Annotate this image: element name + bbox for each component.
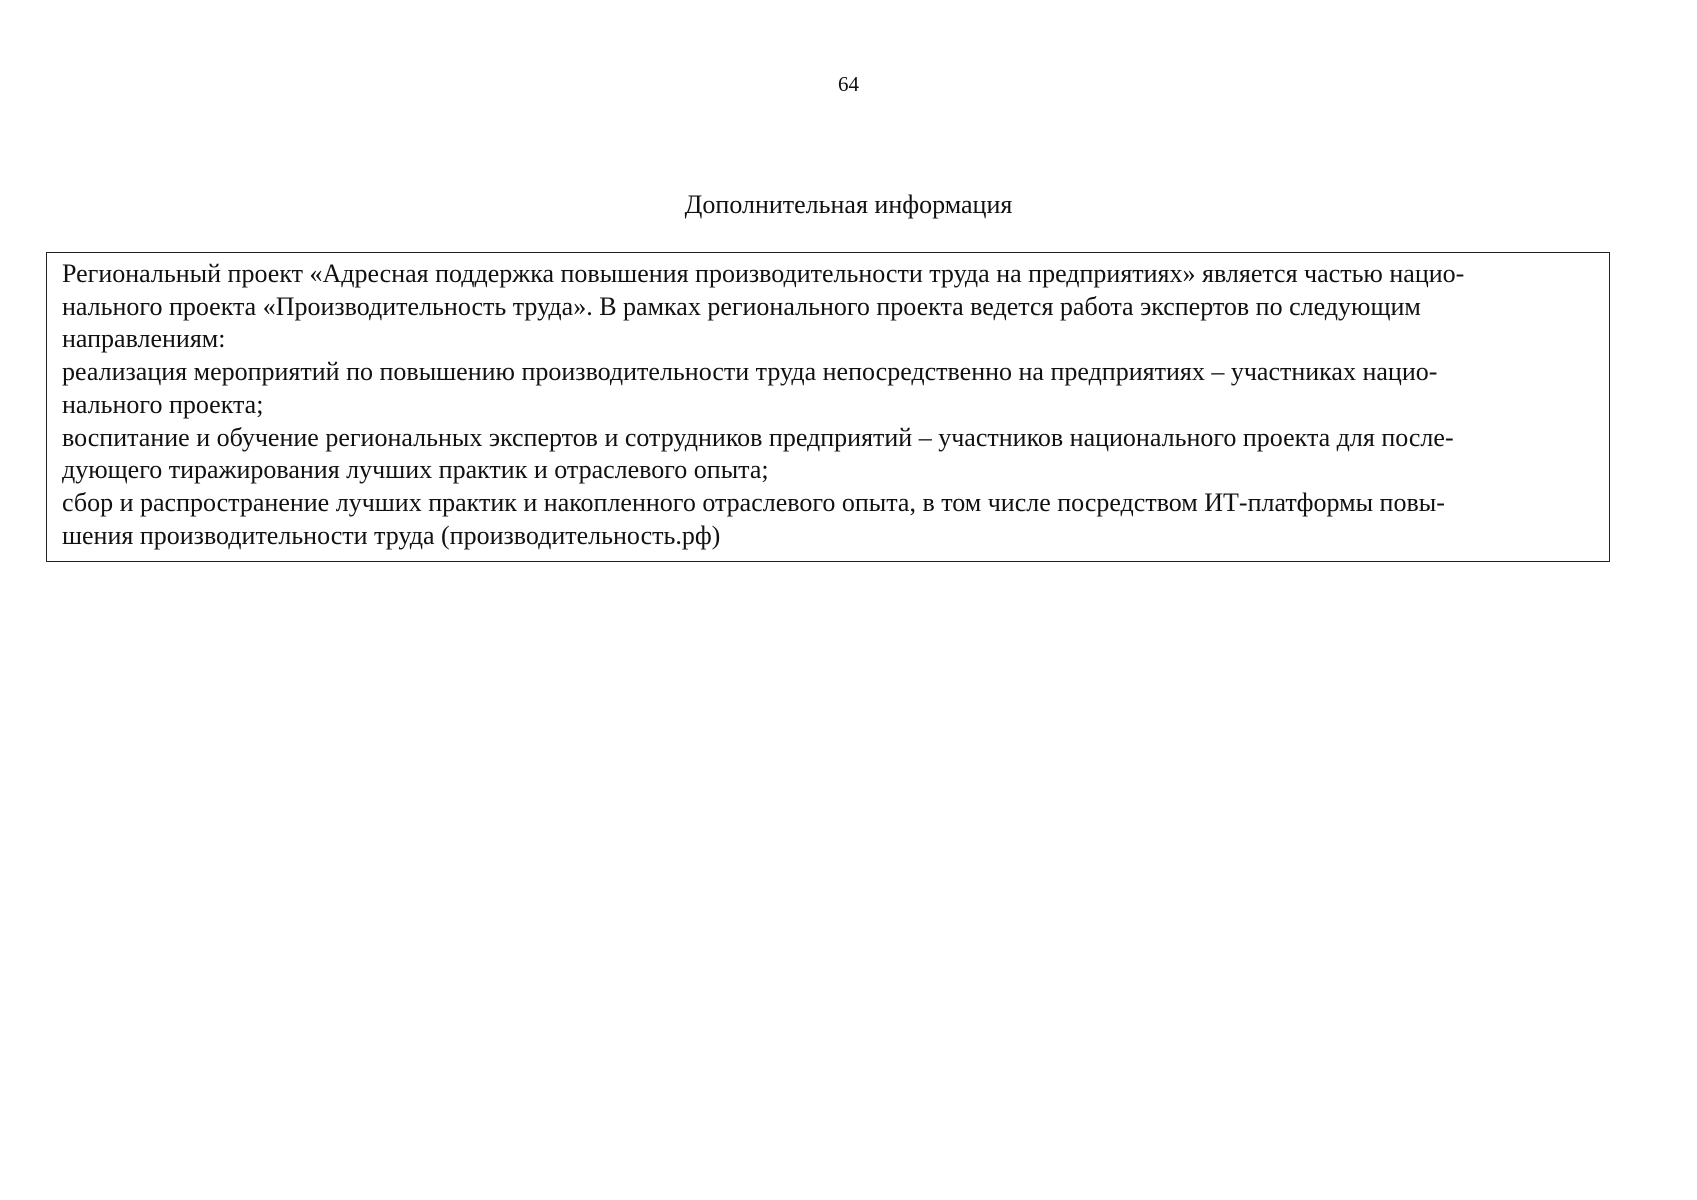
info-line: воспитание и обучение региональных экспертов и сотрудников предприятий – участников национального проекта для после- (62, 422, 1454, 452)
additional-info-box (46, 252, 1610, 562)
info-line: дующего тиражирования лучших практик и отраслевого опыта; (62, 455, 769, 485)
page-number: 64 (838, 72, 859, 96)
info-line: нального проекта; (62, 389, 264, 419)
info-line: нального проекта «Производительность труда». В рамках регионального проекта ведется работа экспертов по следующим (62, 291, 1421, 321)
info-line: реализация мероприятий по повышению производительности труда непосредственно на предприятиях – участниках нацио- (62, 357, 1438, 387)
info-line: сбор и распространение лучших практик и накопленного отраслевого опыта, в том числе посредством ИТ-платформы повы- (62, 487, 1445, 517)
info-line: шения производительности труда (производительность.рф) (62, 520, 721, 550)
section-title: Дополнительная информация (684, 190, 1013, 219)
info-line: направлениям: (62, 324, 226, 354)
info-line: Региональный проект «Адресная поддержка повышения производительности труда на предприятиях» является частью нацио- (62, 259, 1465, 288)
